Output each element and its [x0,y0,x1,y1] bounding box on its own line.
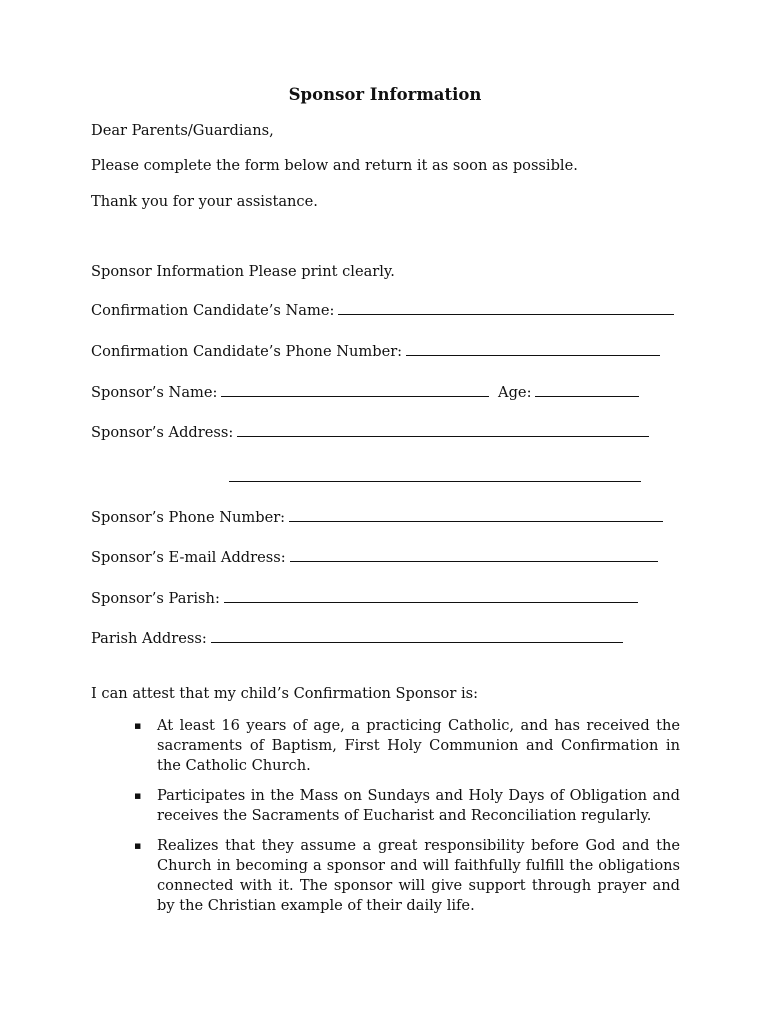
list-item [118,836,680,916]
sponsor-address-label: Sponsor’s Address: [91,424,234,441]
candidate-name-row [91,300,674,319]
sponsor-address-field[interactable] [237,422,649,437]
sponsor-parish-field[interactable] [224,588,638,603]
sponsor-phone-field[interactable] [289,507,663,522]
sponsor-parish-label: Sponsor’s Parish: [91,590,220,607]
age-label: Age: [498,384,532,401]
bullet-icon: ▪ [134,719,142,732]
sponsor-phone-row [91,507,663,526]
thanks-text: Thank you for your assistance. [91,193,318,210]
sponsor-parish-row [91,588,638,607]
list-item-text: At least 16 years of age, a practicing Catholic, and has received the sacraments of Baptism, First Holy Communion and Confirmation in the Catholic Church. [157,717,680,774]
sponsor-email-row [91,547,658,566]
intro-text: Please complete the form below and return it as soon as possible. [91,157,578,174]
sponsor-name-row [91,382,639,401]
sponsor-address-line-2[interactable] [229,480,641,482]
list-item-text: Participates in the Mass on Sundays and Holy Days of Obligation and receives the Sacraments of Eucharist and Reconciliation regularly. [157,787,680,824]
parish-address-row [91,628,623,647]
list-item [118,786,680,826]
candidate-name-field[interactable] [338,300,674,315]
requirements-list [118,716,680,926]
candidate-phone-row [91,341,660,360]
greeting: Dear Parents/Guardians, [91,122,274,139]
sponsor-phone-label: Sponsor’s Phone Number: [91,509,286,526]
sponsor-address-row [91,422,649,441]
sponsor-name-label: Sponsor’s Name: [91,384,218,401]
candidate-name-label: Confirmation Candidate’s Name: [91,302,335,319]
bullet-icon: ▪ [134,839,142,852]
bullet-icon: ▪ [134,789,142,802]
list-item [118,716,680,776]
parish-address-field[interactable] [211,628,623,643]
parish-address-label: Parish Address: [91,630,207,647]
candidate-phone-field[interactable] [406,341,660,356]
section-heading: Sponsor Information Please print clearly. [91,263,395,280]
age-field[interactable] [535,382,639,397]
candidate-phone-label: Confirmation Candidate’s Phone Number: [91,343,403,360]
sponsor-email-label: Sponsor’s E-mail Address: [91,549,286,566]
attest-text: I can attest that my child’s Confirmation Sponsor is: [91,685,479,702]
list-item-text: Realizes that they assume a great responsibility before God and the Church in becoming a sponsor and will faithfully fulfill the obligations connected with it. The sponsor will give support through prayer and by the Christian example of their daily life. [157,837,680,914]
sponsor-email-field[interactable] [290,547,658,562]
page-title: Sponsor Information [288,85,482,104]
sponsor-name-field[interactable] [221,382,489,397]
